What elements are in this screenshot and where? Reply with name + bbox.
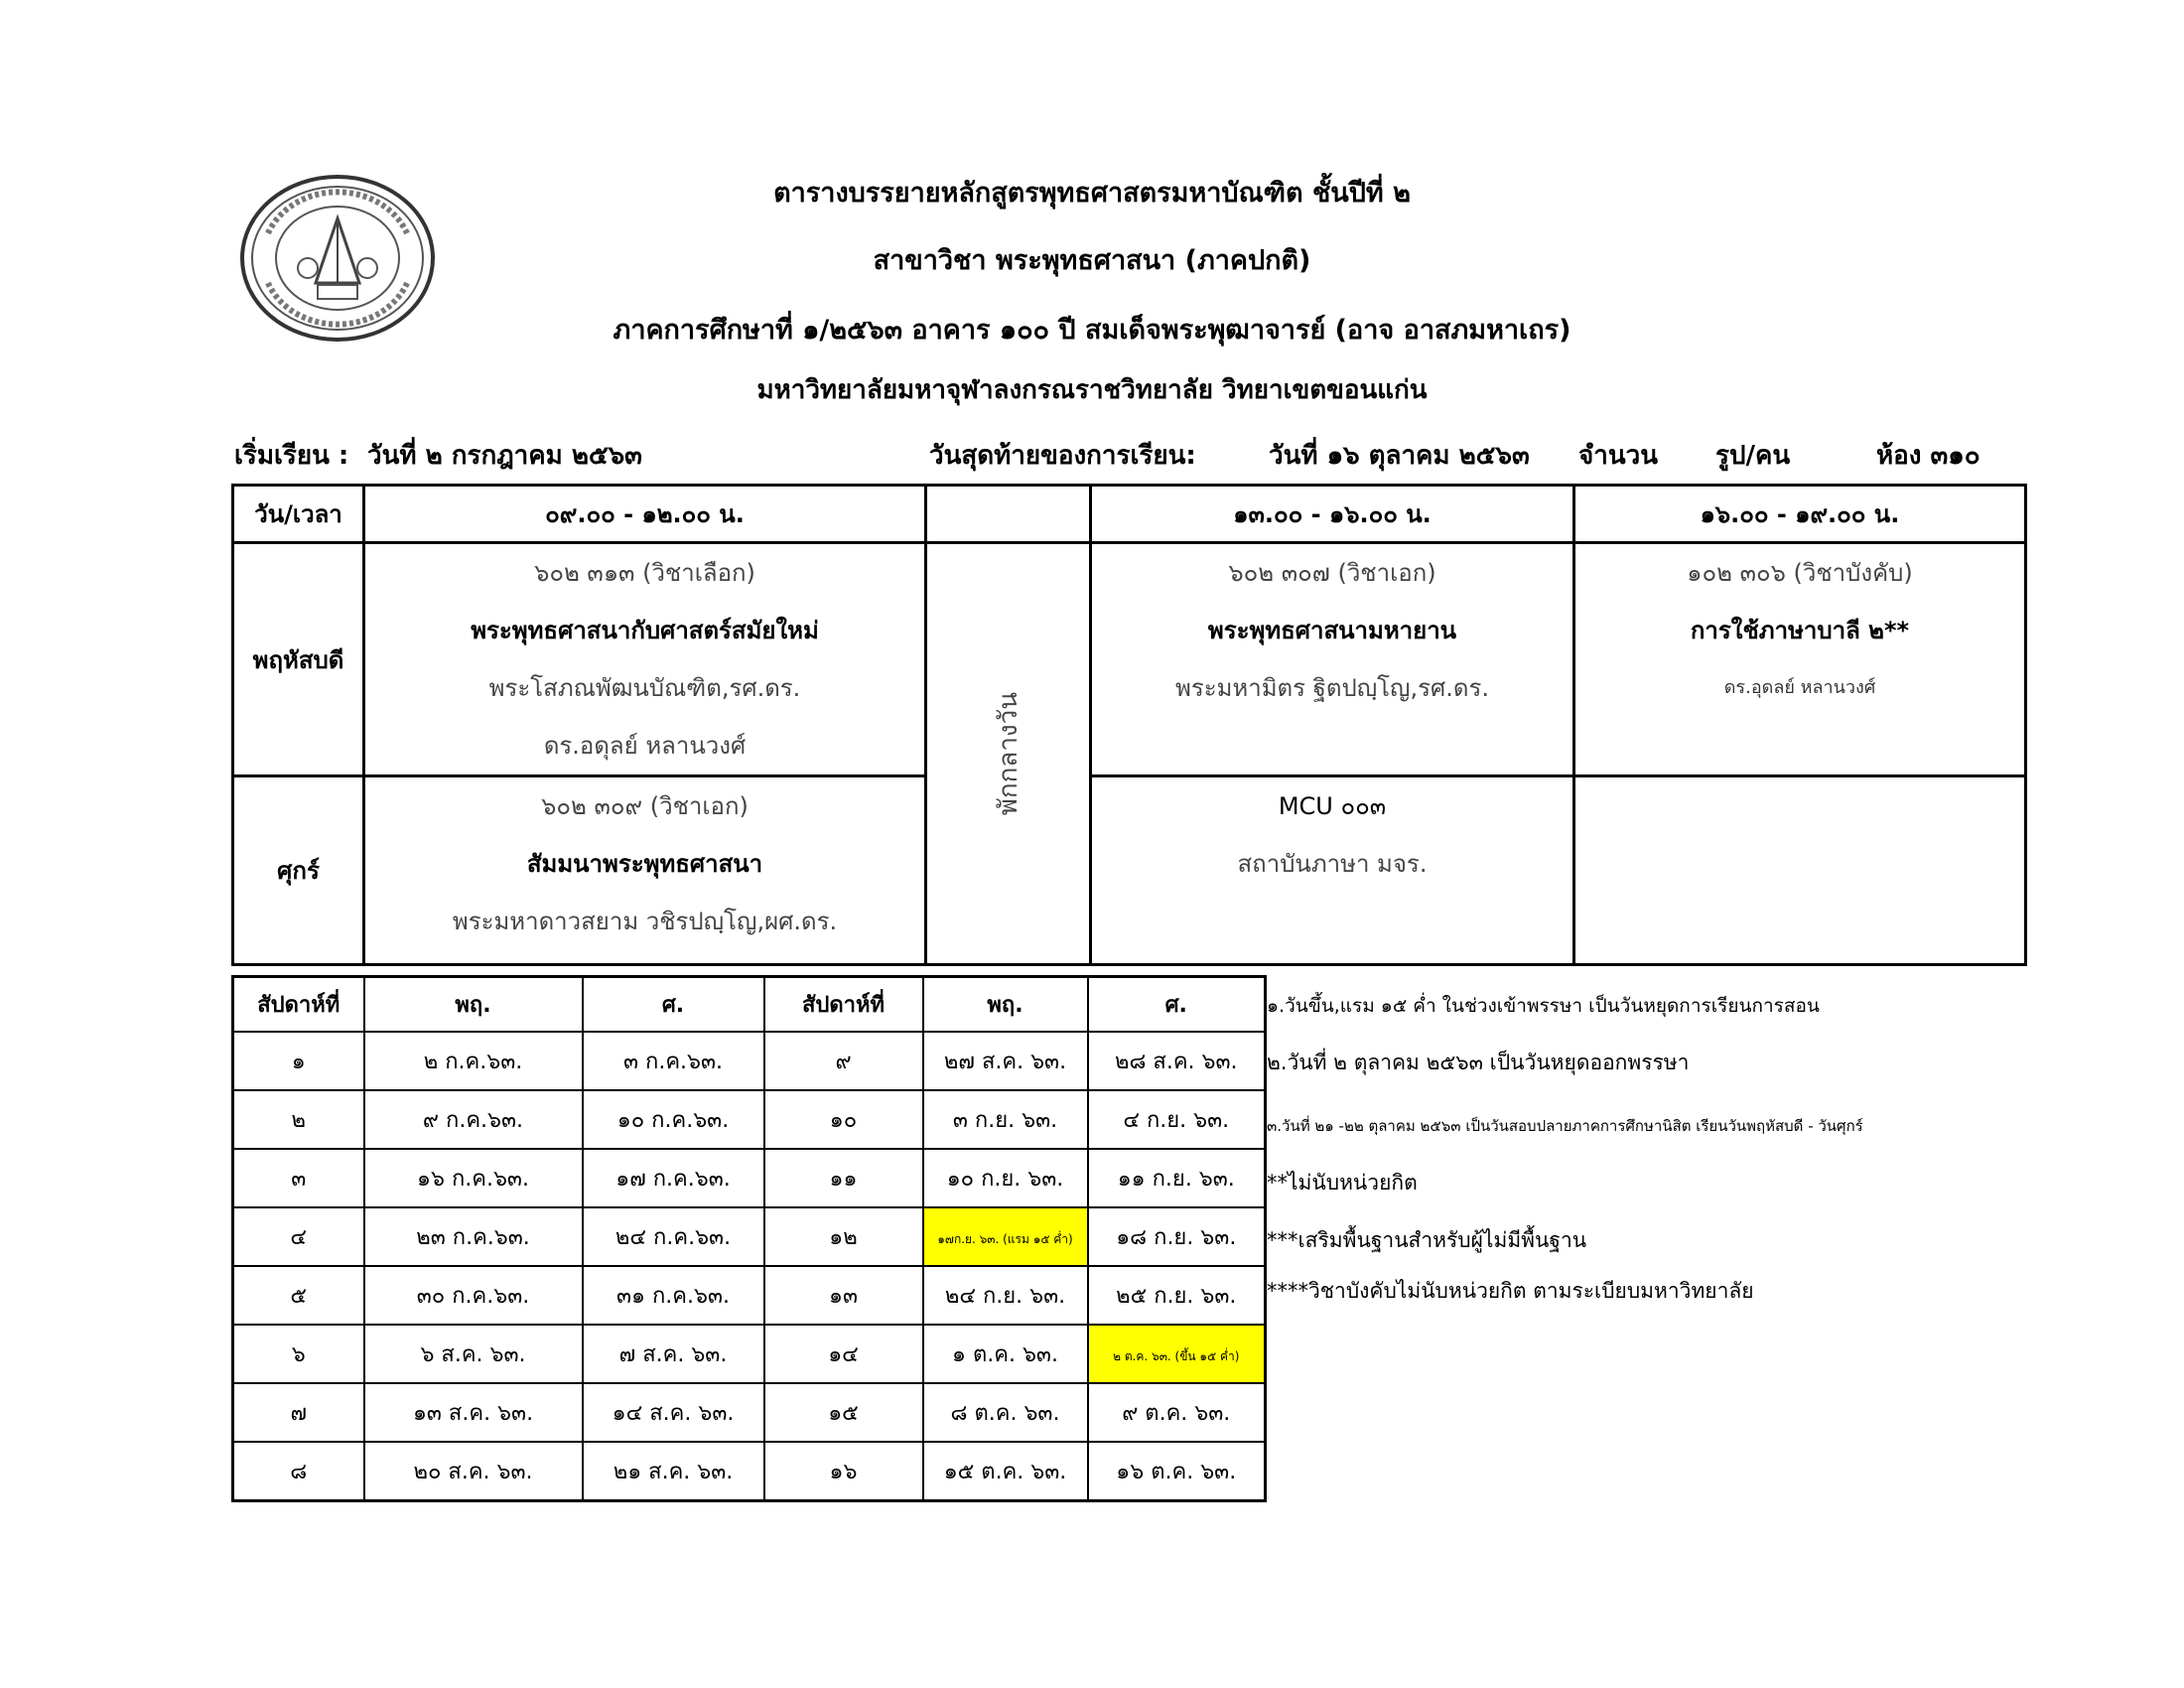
- weeks-row: [233, 1325, 1266, 1383]
- thursday-row: [233, 543, 2026, 776]
- friday-afternoon-class: [1091, 776, 1574, 965]
- weeks-cell: ๒๓ ก.ค.๖๓.: [364, 1207, 583, 1266]
- note-6: ****วิชาบังคับไม่นับหน่วยกิต ตามระเบียบมหาวิทยาลัย: [1267, 1279, 1754, 1303]
- weeks-cell: ๒๗ ส.ค. ๖๓.: [923, 1032, 1088, 1090]
- document-title: ตารางบรรยายหลักสูตรพุทธศาสตรมหาบัณฑิต ชั้นปีที่ ๒: [773, 178, 1411, 209]
- weeks-cell: ๒๐ ส.ค. ๖๓.: [364, 1442, 583, 1501]
- weeks-cell: ๑๕: [764, 1383, 923, 1442]
- weeks-cell: ๑๔ ส.ค. ๖๓.: [583, 1383, 764, 1442]
- weeks-cell: ๓: [233, 1149, 364, 1207]
- weeks-cell: ๒ ก.ค.๖๓.: [364, 1032, 583, 1090]
- note-3: ๓.วันที่ ๒๑ -๒๒ ตุลาคม ๒๕๖๓ เป็นวันสอบปลายภาคการศึกษานิสิต เรียนวันพฤหัสบดี - วันศุกร์: [1267, 1117, 1863, 1135]
- weeks-col-header: ศ.: [1088, 977, 1266, 1033]
- semester-building-title: ภาคการศึกษาที่ ๑/๒๕๖๓ อาคาร ๑๐๐ ปี สมเด็จพระพุฒาจารย์ (อาจ อาสภมหาเถร): [613, 315, 1571, 346]
- weeks-cell: ๘: [233, 1442, 364, 1501]
- course-title: สัมมนาพระพุทธศาสนา: [526, 850, 763, 878]
- thursday-morning-class: [364, 543, 926, 776]
- weeks-cell: ๑๐: [764, 1090, 923, 1149]
- schedule-header-row: [233, 486, 2026, 543]
- weeks-cell: ๑๒: [764, 1207, 923, 1266]
- weeks-cell: ๑๖: [764, 1442, 923, 1501]
- friday-morning-class: [364, 776, 926, 965]
- end-label: วันสุดท้ายของการเรียน:: [929, 441, 1196, 471]
- schedule-table: [231, 484, 2027, 966]
- weeks-cell: ๑๕ ต.ค. ๖๓.: [923, 1442, 1088, 1501]
- highlighted-holiday-date: ๑๗ก.ย. ๖๓. (แรม ๑๕ ค่ำ): [937, 1232, 1073, 1246]
- weeks-col-header: สัปดาห์ที่: [764, 977, 923, 1033]
- col-header-evening: ๑๖.๐๐ - ๑๙.๐๐ น.: [1574, 486, 2026, 543]
- weeks-cell: ๑๖ ก.ค.๖๓.: [364, 1149, 583, 1207]
- course-code: ๖๐๒ ๓๐๗ (วิชาเอก): [1228, 559, 1436, 587]
- weeks-col-header: ศ.: [583, 977, 764, 1033]
- weeks-header-row: [233, 977, 1266, 1033]
- course-teacher: พระมหามิตร ฐิตปญฺโญ,รศ.ดร.: [1175, 674, 1489, 702]
- col-header-day: วัน/เวลา: [233, 486, 364, 543]
- weeks-cell: ๑๖ ต.ค. ๖๓.: [1088, 1442, 1266, 1501]
- weeks-cell: ๔: [233, 1207, 364, 1266]
- col-header-break: [926, 486, 1091, 543]
- weeks-cell: ๕: [233, 1266, 364, 1325]
- friday-evening-empty: [1574, 776, 2026, 965]
- weeks-cell: ๙ ก.ค.๖๓.: [364, 1090, 583, 1149]
- course-code: MCU ๐๐๓: [1278, 792, 1387, 820]
- weeks-cell: ๓๐ ก.ค.๖๓.: [364, 1266, 583, 1325]
- weeks-cell: ๒๔ ก.ย. ๖๓.: [923, 1266, 1088, 1325]
- weeks-cell: ๑๑ ก.ย. ๖๓.: [1088, 1149, 1266, 1207]
- weeks-cell: ๓๑ ก.ค.๖๓.: [583, 1266, 764, 1325]
- weeks-cell: ๑๗ ก.ค.๖๓.: [583, 1149, 764, 1207]
- program-title: สาขาวิชา พระพุทธศาสนา (ภาคปกติ): [873, 245, 1311, 276]
- day-friday: ศุกร์: [233, 776, 364, 965]
- course-teacher: พระโสภณพัฒนบัณฑิต,รศ.ดร.: [488, 674, 801, 702]
- weeks-row: [233, 1149, 1266, 1207]
- note-5: ***เสริมพื้นฐานสำหรับผู้ไม่มีพื้นฐาน: [1267, 1228, 1587, 1252]
- note-1: ๑.วันขึ้น,แรม ๑๕ ค่ำ ในช่วงเข้าพรรษา เป็นวันหยุดการเรียนการสอน: [1267, 995, 1820, 1017]
- thursday-evening-class: [1574, 543, 2026, 776]
- course-title: พระพุทธศาสนามหายาน: [1207, 617, 1457, 644]
- weeks-cell: ๗: [233, 1383, 364, 1442]
- course-code: ๑๐๒ ๓๐๖ (วิชาบังคับ): [1687, 559, 1913, 587]
- end-date: วันที่ ๑๖ ตุลาคม ๒๕๖๓: [1269, 441, 1530, 471]
- weeks-cell: ๑๑: [764, 1149, 923, 1207]
- start-date: วันที่ ๒ กรกฎาคม ๒๕๖๓: [367, 441, 642, 471]
- weeks-cell: ๒๕ ก.ย. ๖๓.: [1088, 1266, 1266, 1325]
- course-title: การใช้ภาษาบาลี ๒**: [1690, 617, 1910, 644]
- day-thursday: พฤหัสบดี: [233, 543, 364, 776]
- note-2: ๒.วันที่ ๒ ตุลาคม ๒๕๖๓ เป็นวันหยุดออกพรรษา: [1267, 1051, 1690, 1074]
- weeks-cell: ๙ ต.ค. ๖๓.: [1088, 1383, 1266, 1442]
- course-teacher: สถาบันภาษา มจร.: [1237, 850, 1428, 878]
- weeks-cell: ๑: [233, 1032, 364, 1090]
- highlighted-holiday-date: ๒ ต.ค. ๖๓. (ขึ้น ๑๕ ค่ำ): [1113, 1349, 1240, 1363]
- weeks-col-header: พฤ.: [923, 977, 1088, 1033]
- weeks-cell: ๒๑ ส.ค. ๖๓.: [583, 1442, 764, 1501]
- weeks-cell: ๗ ส.ค. ๖๓.: [583, 1325, 764, 1383]
- count-label: จำนวน: [1578, 441, 1658, 471]
- weeks-cell: ๑๔: [764, 1325, 923, 1383]
- note-4: **ไม่นับหน่วยกิต: [1267, 1171, 1418, 1195]
- weeks-cell: ๘ ต.ค. ๖๓.: [923, 1383, 1088, 1442]
- weeks-col-header: พฤ.: [364, 977, 583, 1033]
- weeks-row: [233, 1090, 1266, 1149]
- unit-label: รูป/คน: [1715, 441, 1791, 471]
- weeks-cell: ๔ ก.ย. ๖๓.: [1088, 1090, 1266, 1149]
- course-title: พระพุทธศาสนากับศาสตร์สมัยใหม่: [471, 617, 819, 644]
- lunch-break-label: พักกลางวัน: [994, 691, 1024, 816]
- weeks-cell: ๒๔ ก.ค.๖๓.: [583, 1207, 764, 1266]
- weeks-cell: ๒๘ ส.ค. ๖๓.: [1088, 1032, 1266, 1090]
- col-header-morning: ๐๙.๐๐ - ๑๒.๐๐ น.: [364, 486, 926, 543]
- course-teacher: ดร.อุดลย์ หลานวงศ์: [1723, 677, 1876, 698]
- thursday-afternoon-class: [1091, 543, 1574, 776]
- weeks-table: [231, 975, 1267, 1502]
- weeks-cell: ๑๓: [764, 1266, 923, 1325]
- col-header-afternoon: ๑๓.๐๐ - ๑๖.๐๐ น.: [1091, 486, 1574, 543]
- weeks-row: [233, 1032, 1266, 1090]
- friday-row: [233, 776, 2026, 965]
- weeks-cell: ๓ ก.ย. ๖๓.: [923, 1090, 1088, 1149]
- weeks-cell: ๙: [764, 1032, 923, 1090]
- weeks-cell: [923, 1207, 1088, 1266]
- weeks-row: [233, 1207, 1266, 1266]
- course-code: ๖๐๒ ๓๐๙ (วิชาเอก): [541, 792, 749, 820]
- weeks-cell: ๓ ก.ค.๖๓.: [583, 1032, 764, 1090]
- weeks-row: [233, 1442, 1266, 1501]
- weeks-row: [233, 1266, 1266, 1325]
- weeks-cell: ๑๐ ก.ย. ๖๓.: [923, 1149, 1088, 1207]
- course-code: ๖๐๒ ๓๑๓ (วิชาเลือก): [534, 559, 755, 587]
- weeks-cell: ๑ ต.ค. ๖๓.: [923, 1325, 1088, 1383]
- weeks-cell: ๖ ส.ค. ๖๓.: [364, 1325, 583, 1383]
- weeks-cell: ๑๐ ก.ค.๖๓.: [583, 1090, 764, 1149]
- weeks-cell: [1088, 1325, 1266, 1383]
- room-label: ห้อง ๓๑๐: [1876, 441, 1980, 471]
- weeks-cell: ๑๘ ก.ย. ๖๓.: [1088, 1207, 1266, 1266]
- lunch-break-cell: [926, 543, 1091, 965]
- weeks-cell: ๑๓ ส.ค. ๖๓.: [364, 1383, 583, 1442]
- course-teacher: พระมหาดาวสยาม วชิรปญฺโญ,ผศ.ดร.: [452, 908, 838, 935]
- weeks-row: [233, 1383, 1266, 1442]
- start-label: เริ่มเรียน :: [234, 441, 349, 471]
- university-title: มหาวิทยาลัยมหาจุฬาลงกรณราชวิทยาลัย วิทยาเขตขอนแก่น: [756, 375, 1428, 405]
- weeks-col-header: สัปดาห์ที่: [233, 977, 364, 1033]
- course-teacher: ดร.อดุลย์ หลานวงศ์: [543, 732, 747, 760]
- weeks-cell: ๖: [233, 1325, 364, 1383]
- weeks-cell: ๒: [233, 1090, 364, 1149]
